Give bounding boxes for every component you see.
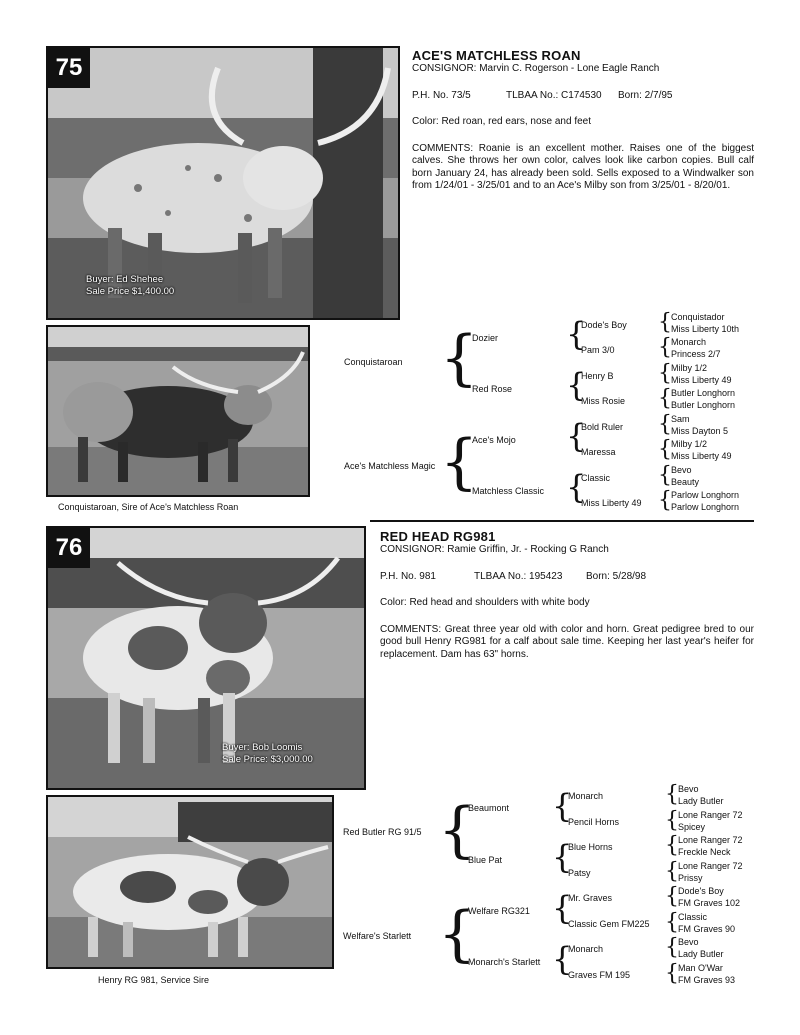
registration-line	[412, 90, 754, 103]
pedigree-gen4: Lady Butler	[678, 796, 724, 806]
tlbaa-number: TLBAA No.: C174530	[506, 89, 602, 101]
pedigree-gen3: Graves FM 195	[568, 970, 631, 980]
pedigree-brace: {	[438, 795, 477, 865]
lot-title: RED HEAD RG981	[380, 529, 496, 544]
pedigree-gen4: Beauty	[671, 477, 700, 487]
pedigree-brace: {	[658, 488, 672, 513]
consignor: CONSIGNOR: Ramie Griffin, Jr. - Rocking G Ranch	[380, 544, 609, 555]
pedigree-gen2: Ace's Mojo	[472, 435, 516, 445]
pedigree-dam: Welfare's Starlett	[343, 931, 412, 941]
lot-number-badge: 75	[48, 48, 90, 88]
pedigree-gen3: Henry B	[581, 371, 614, 381]
pedigree-gen3: Pencil Horns	[568, 817, 620, 827]
pedigree-gen3: Miss Rosie	[581, 396, 626, 406]
longhorn-bull-photo	[48, 327, 308, 495]
pedigree-gen3: Patsy	[568, 868, 591, 878]
pedigree-brace: {	[665, 808, 679, 833]
pedigree-gen3: Maressa	[581, 447, 616, 457]
pedigree-gen4: Freckle Neck	[678, 847, 731, 857]
pedigree-gen4: FM Graves 102	[678, 898, 741, 908]
pedigree-brace: {	[658, 310, 672, 335]
pedigree-gen4: Classic	[678, 912, 708, 922]
pedigree-gen4: FM Graves 93	[678, 975, 736, 985]
pedigree-gen4: FM Graves 90	[678, 924, 736, 934]
pedigree-gen4: Lone Ranger 72	[678, 835, 743, 845]
lot76-main-photo	[46, 526, 366, 790]
pedigree-gen3: Blue Horns	[568, 842, 613, 852]
pedigree-brace: {	[440, 323, 479, 393]
pedigree-brace: {	[665, 833, 679, 858]
pedigree-gen4: Parlow Longhorn	[671, 502, 740, 512]
pedigree-brace: {	[552, 787, 573, 825]
comments: COMMENTS: Roanie is an excellent mother. Raises one of the biggest calves. She throws her own color, calves look like carbon copies. Bull calf born January 24, has already been sold. Sells exposed to a Windwalker son from 1/24/01 - 3/25/01 and to an Ace's Milby son from 3/25/01 - 8/20/01.	[412, 142, 754, 191]
pedigree-gen4: Bevo	[678, 784, 699, 794]
pedigree-gen4: Butler Longhorn	[671, 388, 736, 398]
ph-number: P.H. No. 981	[380, 570, 436, 582]
lot75-main-photo	[46, 46, 400, 320]
pedigree-gen2: Matchless Classic	[472, 486, 545, 496]
lot-number-badge: 76	[48, 528, 90, 568]
pedigree-brace: {	[665, 782, 679, 807]
pedigree-brace: {	[665, 961, 679, 986]
color-description: Color: Red head and shoulders with white body	[380, 597, 590, 608]
pedigree-brace: {	[665, 859, 679, 884]
lot75-info	[412, 48, 754, 193]
pedigree-brace: {	[658, 361, 672, 386]
sire-photo-caption: Conquistaroan, Sire of Ace's Matchless Roan	[58, 502, 239, 512]
pedigree-gen4: Dode's Boy	[678, 886, 724, 896]
pedigree-gen4: Bevo	[671, 465, 692, 475]
pedigree-gen4: Man O'War	[678, 963, 723, 973]
pedigree-gen4: Prissy	[678, 873, 703, 883]
registration-line	[380, 571, 754, 584]
pedigree-brace: {	[566, 315, 587, 353]
pedigree-gen2: Dozier	[472, 333, 499, 343]
pedigree-gen2: Beaumont	[468, 803, 510, 813]
pedigree-brace: {	[658, 386, 672, 411]
pedigree-gen4: Lady Butler	[678, 949, 724, 959]
section-divider	[370, 520, 754, 522]
pedigree-gen3: Pam 3/0	[581, 345, 615, 355]
sale-price: Sale Price: $3,000.00	[222, 754, 313, 765]
pedigree-gen4: Bevo	[678, 937, 699, 947]
pedigree-gen3: Classic	[581, 473, 611, 483]
pedigree-gen4: Parlow Longhorn	[671, 490, 740, 500]
pedigree-sire: Conquistaroan	[344, 357, 403, 367]
pedigree-gen4: Miss Liberty 10th	[671, 324, 740, 334]
sale-price: Sale Price $1,400.00	[86, 286, 175, 297]
pedigree-gen4: Miss Liberty 49	[671, 451, 732, 461]
color-description: Color: Red roan, red ears, nose and feet	[412, 116, 591, 127]
pedigree-gen2: Welfare RG321	[468, 906, 530, 916]
pedigree-gen4: Princess 2/7	[671, 349, 721, 359]
pedigree-gen3: Miss Liberty 49	[581, 498, 642, 508]
pedigree-gen4: Lone Ranger 72	[678, 861, 743, 871]
pedigree-gen3: Classic Gem FM225	[568, 919, 650, 929]
pedigree-gen4: Miss Liberty 49	[671, 375, 732, 385]
lot-title: ACE'S MATCHLESS ROAN	[412, 48, 581, 63]
pedigree-dam: Ace's Matchless Magic	[344, 461, 436, 471]
pedigree-gen2: Red Rose	[472, 384, 513, 394]
comments: COMMENTS: Great three year old with color and horn. Great pedigree bred to our good bull Henry RG981 for a calf about sale time. Keeping her last year's heifer for replacement. Dam has 63" horns.	[380, 623, 754, 660]
pedigree-gen4: Conquistador	[671, 312, 725, 322]
ph-number: P.H. No. 73/5	[412, 89, 471, 101]
pedigree-brace: {	[665, 910, 679, 935]
pedigree-gen4: Butler Longhorn	[671, 400, 736, 410]
pedigree-gen2: Blue Pat	[468, 855, 503, 865]
longhorn-cow-photo	[48, 528, 364, 788]
pedigree-brace: {	[665, 884, 679, 909]
pedigree-gen3: Dode's Boy	[581, 320, 627, 330]
buyer-info	[86, 274, 174, 298]
pedigree-gen3: Mr. Graves	[568, 893, 613, 903]
buyer-name: Buyer: Ed Shehee	[86, 274, 164, 285]
pedigree-brace: {	[552, 889, 573, 927]
pedigree-sire: Red Butler RG 91/5	[343, 827, 422, 837]
pedigree-brace: {	[665, 935, 679, 960]
pedigree-brace: {	[566, 417, 587, 455]
longhorn-bull-photo	[48, 797, 332, 967]
pedigree-brace: {	[658, 412, 672, 437]
pedigree-brace: {	[658, 335, 672, 360]
pedigree-brace: {	[552, 940, 573, 978]
pedigree-gen3: Monarch	[568, 791, 604, 801]
consignor: CONSIGNOR: Marvin C. Rogerson - Lone Eagle Ranch	[412, 63, 660, 74]
lot76-sire-photo	[46, 795, 334, 969]
pedigree-gen4: Spicey	[678, 822, 706, 832]
pedigree-gen4: Lone Ranger 72	[678, 810, 743, 820]
born-date: Born: 5/28/98	[586, 570, 647, 582]
pedigree-gen3: Bold Ruler	[581, 422, 624, 432]
pedigree-brace: {	[658, 463, 672, 488]
pedigree-brace: {	[566, 366, 587, 404]
pedigree-gen4: Milby 1/2	[671, 363, 708, 373]
pedigree-brace: {	[438, 899, 477, 969]
born-date: Born: 2/7/95	[618, 89, 673, 101]
pedigree-brace: {	[658, 437, 672, 462]
pedigree-brace: {	[552, 838, 573, 876]
pedigree-gen3: Monarch	[568, 944, 604, 954]
pedigree-gen4: Milby 1/2	[671, 439, 708, 449]
pedigree-gen2: Monarch's Starlett	[468, 957, 541, 967]
lot76-info	[380, 529, 754, 661]
buyer-name: Buyer: Bob Loomis	[222, 742, 303, 753]
pedigree-gen4: Miss Dayton 5	[671, 426, 729, 436]
lot75-sire-photo	[46, 325, 310, 497]
buyer-info	[222, 742, 313, 766]
sire-photo-caption: Henry RG 981, Service Sire	[98, 975, 210, 985]
tlbaa-number: TLBAA No.: 195423	[474, 570, 563, 582]
pedigree-gen4: Sam	[671, 414, 690, 424]
pedigree-gen4: Monarch	[671, 337, 707, 347]
pedigree-brace: {	[440, 427, 479, 497]
pedigree-brace: {	[566, 468, 587, 506]
